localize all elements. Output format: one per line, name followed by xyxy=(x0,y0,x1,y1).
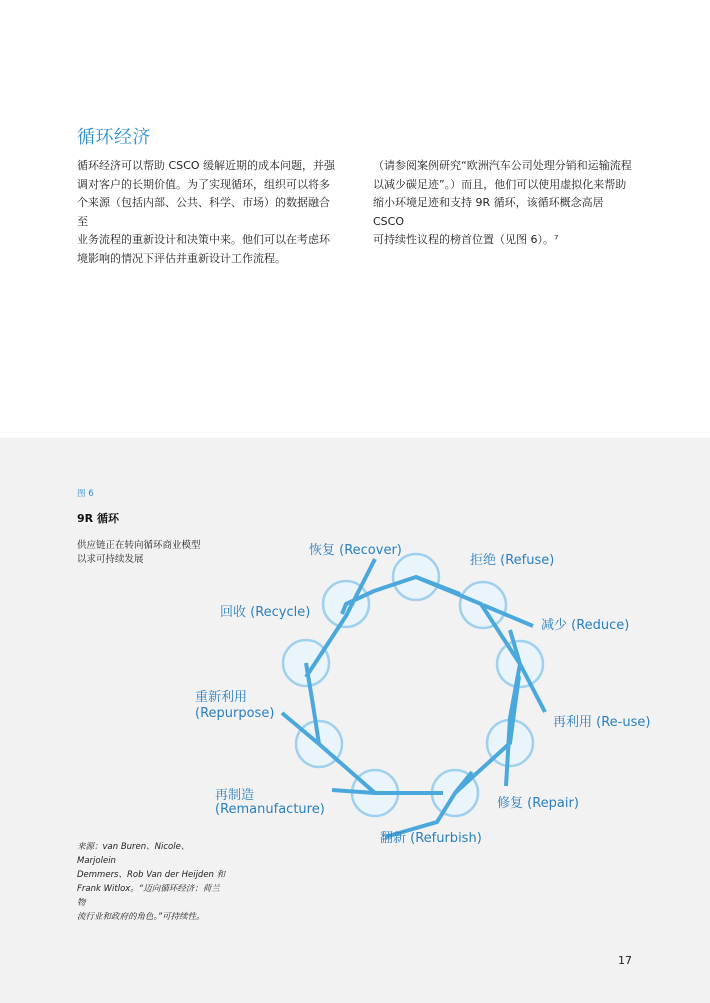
cycle-node-label: 恢复 (Recover) xyxy=(309,543,402,558)
cycle-connector-line xyxy=(319,744,375,793)
cycle-node-label: 再制造 xyxy=(215,788,255,803)
cycle-node-label: 再利用 (Re-use) xyxy=(553,715,651,730)
cycle-node-label: 拒绝 (Refuse) xyxy=(470,553,555,568)
figure-label: 图 6 xyxy=(77,489,94,499)
body-paragraph-left: 循环经济可以帮助 CSCO 缓解近期的成本问题，并强 调对客户的长期价值。为了实现循环，组织可以将多 个来源（包括内部、公共、科学、市场）的数据融合至 业务流程的重新设计和决策中来。他们可以在考虑环 境影响的情况下评估并重新设计工作流程。 xyxy=(77,159,335,265)
cycle-node-label-english: (Repurpose) xyxy=(195,706,275,721)
figure-source: 来源：van Buren、Nicole、Marjolein Demmers、Rob Van der Heijden 和 Frank Witlox。“迈向循环经济：荷兰物 流行业和政府的角色。”可持续性。 xyxy=(77,842,226,922)
cycle-node-label-english: (Remanufacture) xyxy=(215,802,325,817)
cycle-circles xyxy=(283,554,543,816)
body-paragraph-right: （请参阅案例研究“欧洲汽车公司处理分销和运输流程 以减少碳足迹”。）而且，他们可以使用虚拟化来帮助 缩小环境足迹和支持 9R 循环，该循环概念高居 CSCO 可持续性议程的榜首位置（见图 6）。⁷ xyxy=(373,159,632,246)
section-title: 循环经济 xyxy=(77,127,151,148)
cycle-node-label: 回收 (Recycle) xyxy=(220,605,311,620)
figure-description: 供应链正在转向循环商业模型 以求可持续发展 xyxy=(77,540,201,565)
page-number: 17 xyxy=(618,954,632,967)
cycle-node-label: 减少 (Reduce) xyxy=(541,618,630,633)
cycle-node-label: 翻新 (Refurbish) xyxy=(380,831,482,846)
figure-title: 9R 循环 xyxy=(77,512,119,525)
cycle-node-label: 重新利用 xyxy=(195,690,248,705)
cycle-node-label: 修复 (Repair) xyxy=(497,796,579,811)
